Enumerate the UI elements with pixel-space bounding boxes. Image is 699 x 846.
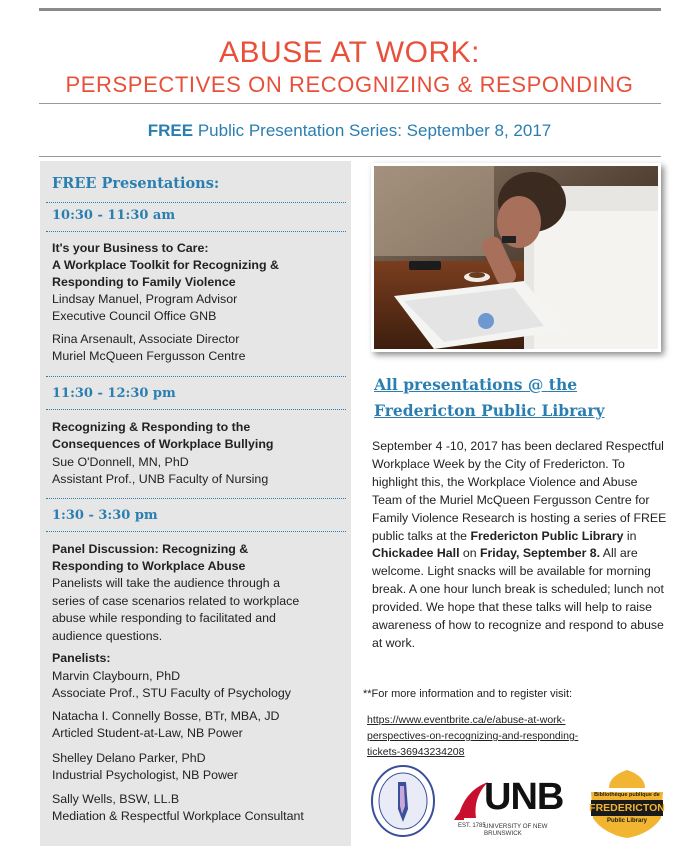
session-title: Responding to Family Violence: [52, 275, 236, 289]
library-logo-top: Bibliothèque publique de: [594, 792, 660, 798]
link-line[interactable]: tickets-36943234208: [367, 746, 465, 759]
speaker-name: Rina Arsenault, Associate Director: [52, 332, 240, 346]
panelists-label: Panelists:: [52, 651, 111, 665]
speaker-name: Natacha I. Connelly Bosse, BTr, MBA, JD: [52, 709, 280, 723]
dotted-divider: [46, 409, 346, 410]
page-subtitle: PERSPECTIVES ON RECOGNIZING & RESPONDING: [65, 72, 634, 97]
session-time: 1:30 - 3:30 pm: [52, 508, 158, 523]
speaker-role: Associate Prof., STU Faculty of Psychology: [52, 686, 291, 700]
library-logo-sub: Public Library: [606, 818, 647, 824]
event-description: [372, 438, 670, 653]
series-text: Public Presentation Series: September 8, 2017: [193, 121, 552, 140]
panel-heading: FREE Presentations:: [52, 175, 220, 192]
library-heading: Fredericton Public Library: [374, 401, 605, 420]
divider: [39, 103, 661, 104]
photo-illustration: [374, 166, 658, 349]
mmfc-seal-logo: [370, 764, 436, 838]
link-line[interactable]: perspectives-on-recognizing-and-responding-: [367, 730, 579, 743]
speaker-name: Shelley Delano Parker, PhD: [52, 751, 206, 765]
series-line: [0, 121, 699, 141]
presentations-panel: [40, 161, 351, 846]
session-description: abuse while responding to facilitated and: [52, 611, 276, 625]
dotted-divider: [46, 231, 346, 232]
speaker-role: Assistant Prof., UNB Faculty of Nursing: [52, 472, 269, 486]
fredericton-library-logo: [585, 768, 669, 840]
session-description: series of case scenarios related to workplace: [52, 594, 300, 608]
dotted-divider: [46, 531, 346, 532]
speaker-role: Industrial Psychologist, NB Power: [52, 768, 238, 782]
session-time: 10:30 - 11:30 am: [52, 208, 176, 223]
session-title: A Workplace Toolkit for Recognizing &: [52, 258, 279, 272]
hall-name: Chickadee Hall: [372, 546, 460, 561]
stressed-worker-photo: [371, 163, 661, 352]
divider: [39, 156, 661, 157]
library-heading: All presentations @ the: [374, 375, 578, 394]
event-date: Friday, September 8.: [480, 546, 601, 561]
session-description: Panelists will take the audience through a: [52, 576, 280, 590]
speaker-name: Sue O'Donnell, MN, PhD: [52, 455, 189, 469]
session-title: It's your Business to Care:: [52, 241, 209, 255]
body-text: September 4 -10, 2017 has been declared Respectful Workplace Week by the City of Fredericton. To highlight this, the Workplace Violence and Abuse Team of the Muriel McQueen Fergusson Centre for Family Violence Research is hosting a series of FREE public talks at the: [372, 439, 667, 543]
speaker-name: Sally Wells, BSW, LL.B: [52, 792, 180, 806]
library-name: Fredericton Public Library: [470, 528, 624, 543]
session-time: 11:30 - 12:30 pm: [52, 386, 176, 401]
library-logo-name: FREDERICTON: [589, 802, 665, 814]
body-text: All are welcome. Light snacks will be available for morning break. A one hour lunch break is scheduled; lunch not provided. We hope that these talks will help to raise awareness of how to recognize and respond to abuse at work.: [372, 546, 664, 650]
session-title: Panel Discussion: Recognizing &: [52, 542, 249, 556]
dotted-divider: [46, 498, 346, 499]
series-free: FREE: [147, 121, 194, 140]
more-info-text: **For more information and to register visit:: [363, 688, 573, 700]
page-title: ABUSE AT WORK:: [219, 36, 480, 69]
speaker-name: Lindsay Manuel, Program Advisor: [52, 292, 238, 306]
unb-est: EST. 1785: [458, 823, 486, 829]
speaker-role: Mediation & Respectful Workplace Consultant: [52, 809, 304, 823]
session-description: audience questions.: [52, 629, 163, 643]
speaker-role: Executive Council Office GNB: [52, 309, 217, 323]
unb-logo: [450, 774, 580, 836]
dotted-divider: [46, 202, 346, 203]
speaker-role: Articled Student-at-Law, NB Power: [52, 726, 243, 740]
top-rule: [39, 8, 661, 11]
session-title: Consequences of Workplace Bullying: [52, 437, 274, 451]
speaker-role: Muriel McQueen Fergusson Centre: [52, 349, 246, 363]
body-text: on: [459, 546, 480, 561]
registration-link[interactable]: [367, 712, 627, 761]
unb-wordmark: UNB: [484, 776, 564, 818]
session-title: Recognizing & Responding to the: [52, 420, 251, 434]
speaker-name: Marvin Claybourn, PhD: [52, 669, 181, 683]
dotted-divider: [46, 376, 346, 377]
unb-subtitle: UNIVERSITY OF NEW BRUNSWICK: [484, 823, 548, 837]
body-text: in: [623, 528, 637, 543]
link-line[interactable]: https://www.eventbrite.ca/e/abuse-at-work-: [367, 714, 566, 726]
session-title: Responding to Workplace Abuse: [52, 559, 246, 573]
